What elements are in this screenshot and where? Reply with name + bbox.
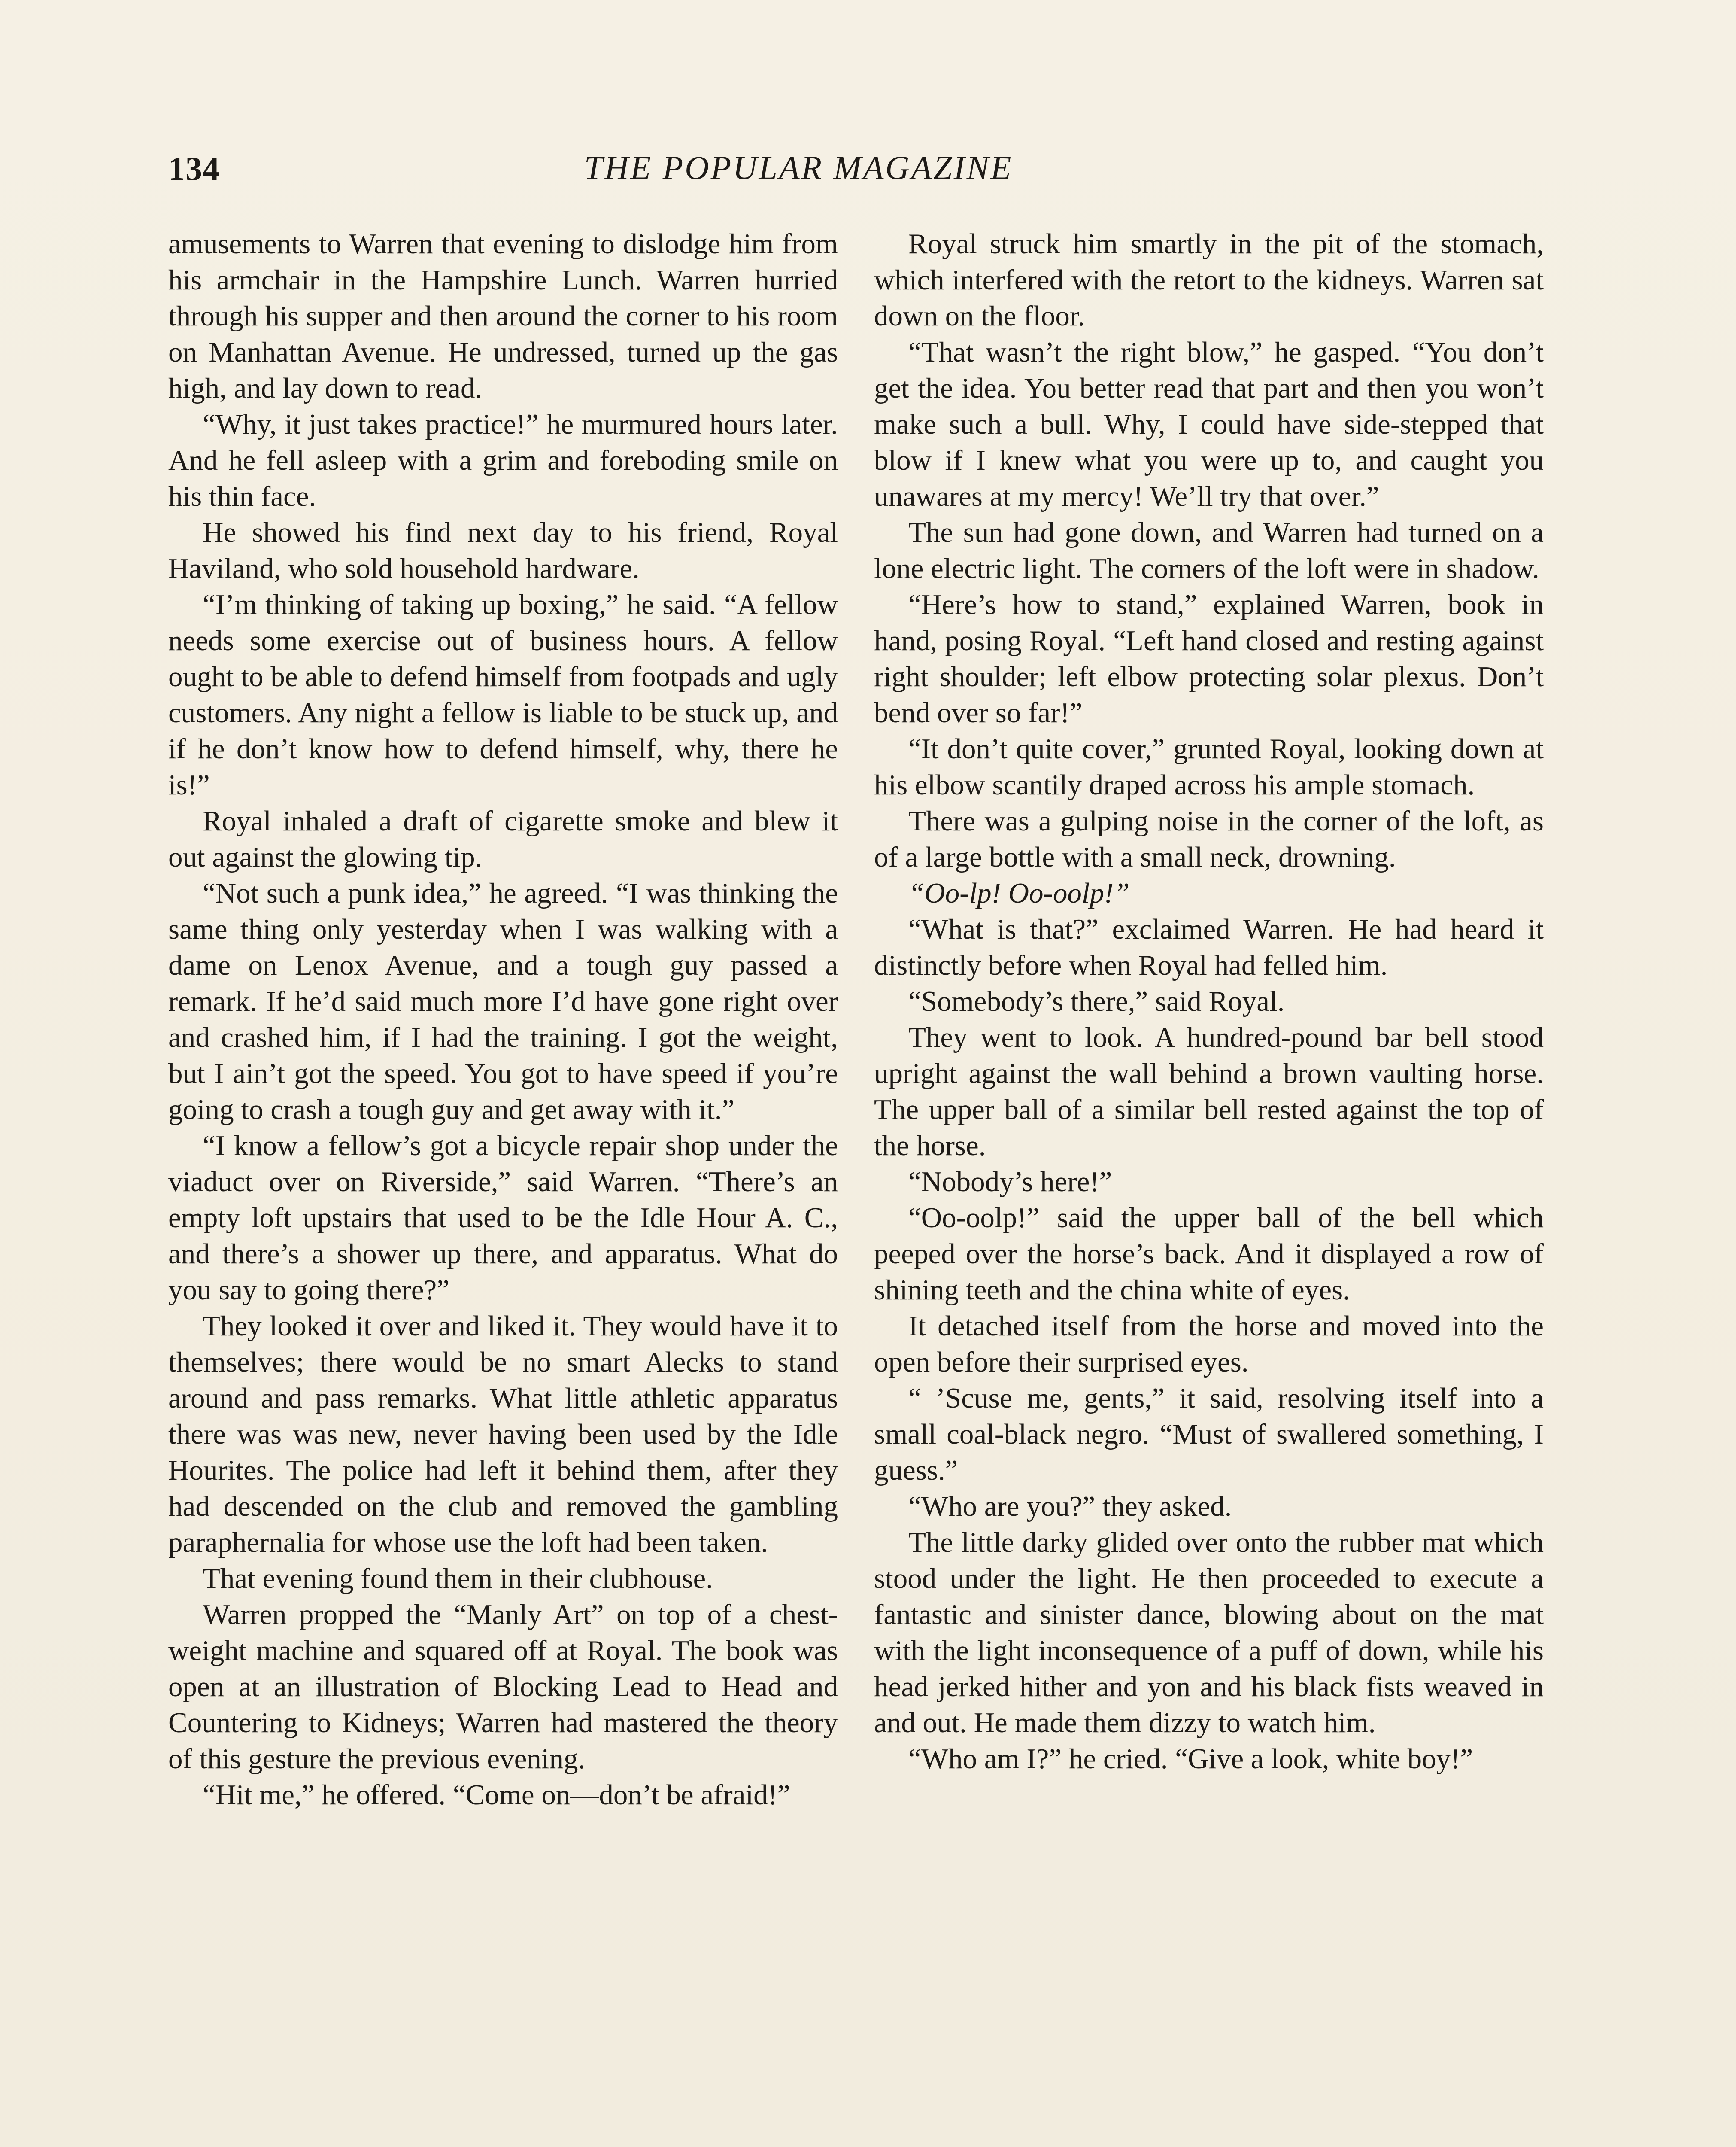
paragraph: “What is that?” exclaimed Warren. He had heard it distinctly before when Royal had felled him.	[874, 913, 1544, 981]
running-title: THE POPULAR MAGAZINE	[584, 149, 1013, 186]
paragraph: That evening found them in their clubhouse.	[203, 1563, 713, 1594]
paragraph: He showed his find next day to his friend, Royal Haviland, who sold household hardware.	[168, 517, 838, 584]
paragraph: The sun had gone down, and Warren had turned on a lone electric light. The corners of the loft were in shadow.	[874, 517, 1544, 584]
paragraph: The little darky glided over onto the rubber mat which stood under the light. He then proceeded to execute a fantastic and sinister dance, blowing about on the mat with the light inconsequence of a puff of down, while his head jerked hither and yon and his black fists weaved in and out. He made them dizzy to watch him.	[874, 1527, 1544, 1739]
left-text-column	[168, 226, 838, 1813]
paragraph: “Oo-oolp!” said the upper ball of the bell which peeped over the horse’s back. And it displayed a row of shining teeth and the china white of eyes.	[874, 1202, 1544, 1306]
paragraph: They went to look. A hundred-pound bar bell stood upright against the wall behind a brown vaulting horse. The upper ball of a similar bell rested against the top of the horse.	[874, 1022, 1544, 1162]
paragraph: “Who are you?” they asked.	[908, 1490, 1232, 1522]
paragraph: “Hit me,” he offered. “Come on—don’t be afraid!”	[203, 1779, 790, 1811]
paragraph: amusements to Warren that evening to dislodge him from his armchair in the Hampshire Lunch. Warren hurried through his supper and then around the corner to his room on Manhattan Avenue. He undressed, turned up the gas high, and lay down to read.	[168, 228, 838, 404]
paragraph: It detached itself from the horse and moved into the open before their surprised eyes.	[874, 1310, 1544, 1378]
paragraph: “Why, it just takes practice!” he murmured hours later. And he fell asleep with a grim and foreboding smile on his thin face.	[168, 408, 838, 512]
paragraph: “It don’t quite cover,” grunted Royal, looking down at his elbow scantily draped across his ample stomach.	[874, 733, 1544, 801]
paragraph: “Not such a punk idea,” he agreed. “I was thinking the same thing only yesterday when I was walking with a dame on Lenox Avenue, and a tough guy passed a remark. If he’d said much more I’d have gone right over and crashed him, if I had the training. I got the weight, but I ain’t got the speed. You got to have speed if you’re going to crash a tough guy and get away with it.”	[168, 877, 838, 1125]
paragraph: Warren propped the “Manly Art” on top of a chest-weight machine and squared off at Royal. The book was open at an illustration of Blocking Lead to Head and Countering to Kidneys; Warren had mastered the theory of this gesture the previous evening.	[168, 1599, 838, 1775]
paragraph: “Nobody’s here!”	[908, 1166, 1112, 1198]
paragraph: “Who am I?” he cried. “Give a look, white boy!”	[908, 1743, 1473, 1775]
paragraph-italic-sound: “Oo-lp! Oo-oolp!”	[908, 877, 1130, 909]
paragraph: They looked it over and liked it. They would have it to themselves; there would be no smart Alecks to stand around and pass remarks. What little athletic apparatus there was was new, never having been used by the Idle Hourites. The police had left it behind them, after they had descended on the club and removed the gambling paraphernalia for whose use the loft had been taken.	[168, 1310, 838, 1558]
paragraph: “Here’s how to stand,” explained Warren, book in hand, posing Royal. “Left hand closed and resting against right shoulder; left elbow protecting solar plexus. Don’t bend over so far!”	[874, 589, 1544, 729]
paragraph: Royal inhaled a draft of cigarette smoke and blew it out against the glowing tip.	[168, 805, 838, 873]
paragraph: Royal struck him smartly in the pit of the stomach, which interfered with the retort to the kidneys. Warren sat down on the floor.	[874, 228, 1544, 332]
paragraph: “ ’Scuse me, gents,” it said, resolving itself into a small coal-black negro. “Must of swallered something, I guess.”	[874, 1382, 1544, 1486]
paragraph: “I know a fellow’s got a bicycle repair shop under the viaduct over on Riverside,” said Warren. “There’s an empty loft upstairs that used to be the Idle Hour A. C., and there’s a shower up there, and apparatus. What do you say to going there?”	[168, 1130, 838, 1306]
paragraph: “That wasn’t the right blow,” he gasped. “You don’t get the idea. You better read that part and then you won’t make such a bull. Why, I could have side-stepped that blow if I knew what you were up to, and caught you unawares at my mercy! We’ll try that over.”	[874, 336, 1544, 512]
paragraph: “Somebody’s there,” said Royal.	[908, 985, 1285, 1017]
right-text-column	[874, 226, 1544, 1777]
page-number: 134	[168, 150, 220, 187]
paragraph: “I’m thinking of taking up boxing,” he said. “A fellow needs some exercise out of business hours. A fellow ought to be able to defend himself from footpads and ugly customers. Any night a fellow is liable to be stuck up, and if he don’t know how to defend himself, why, there he is!”	[168, 589, 838, 801]
paragraph: There was a gulping noise in the corner of the loft, as of a large bottle with a small neck, drowning.	[874, 805, 1544, 873]
